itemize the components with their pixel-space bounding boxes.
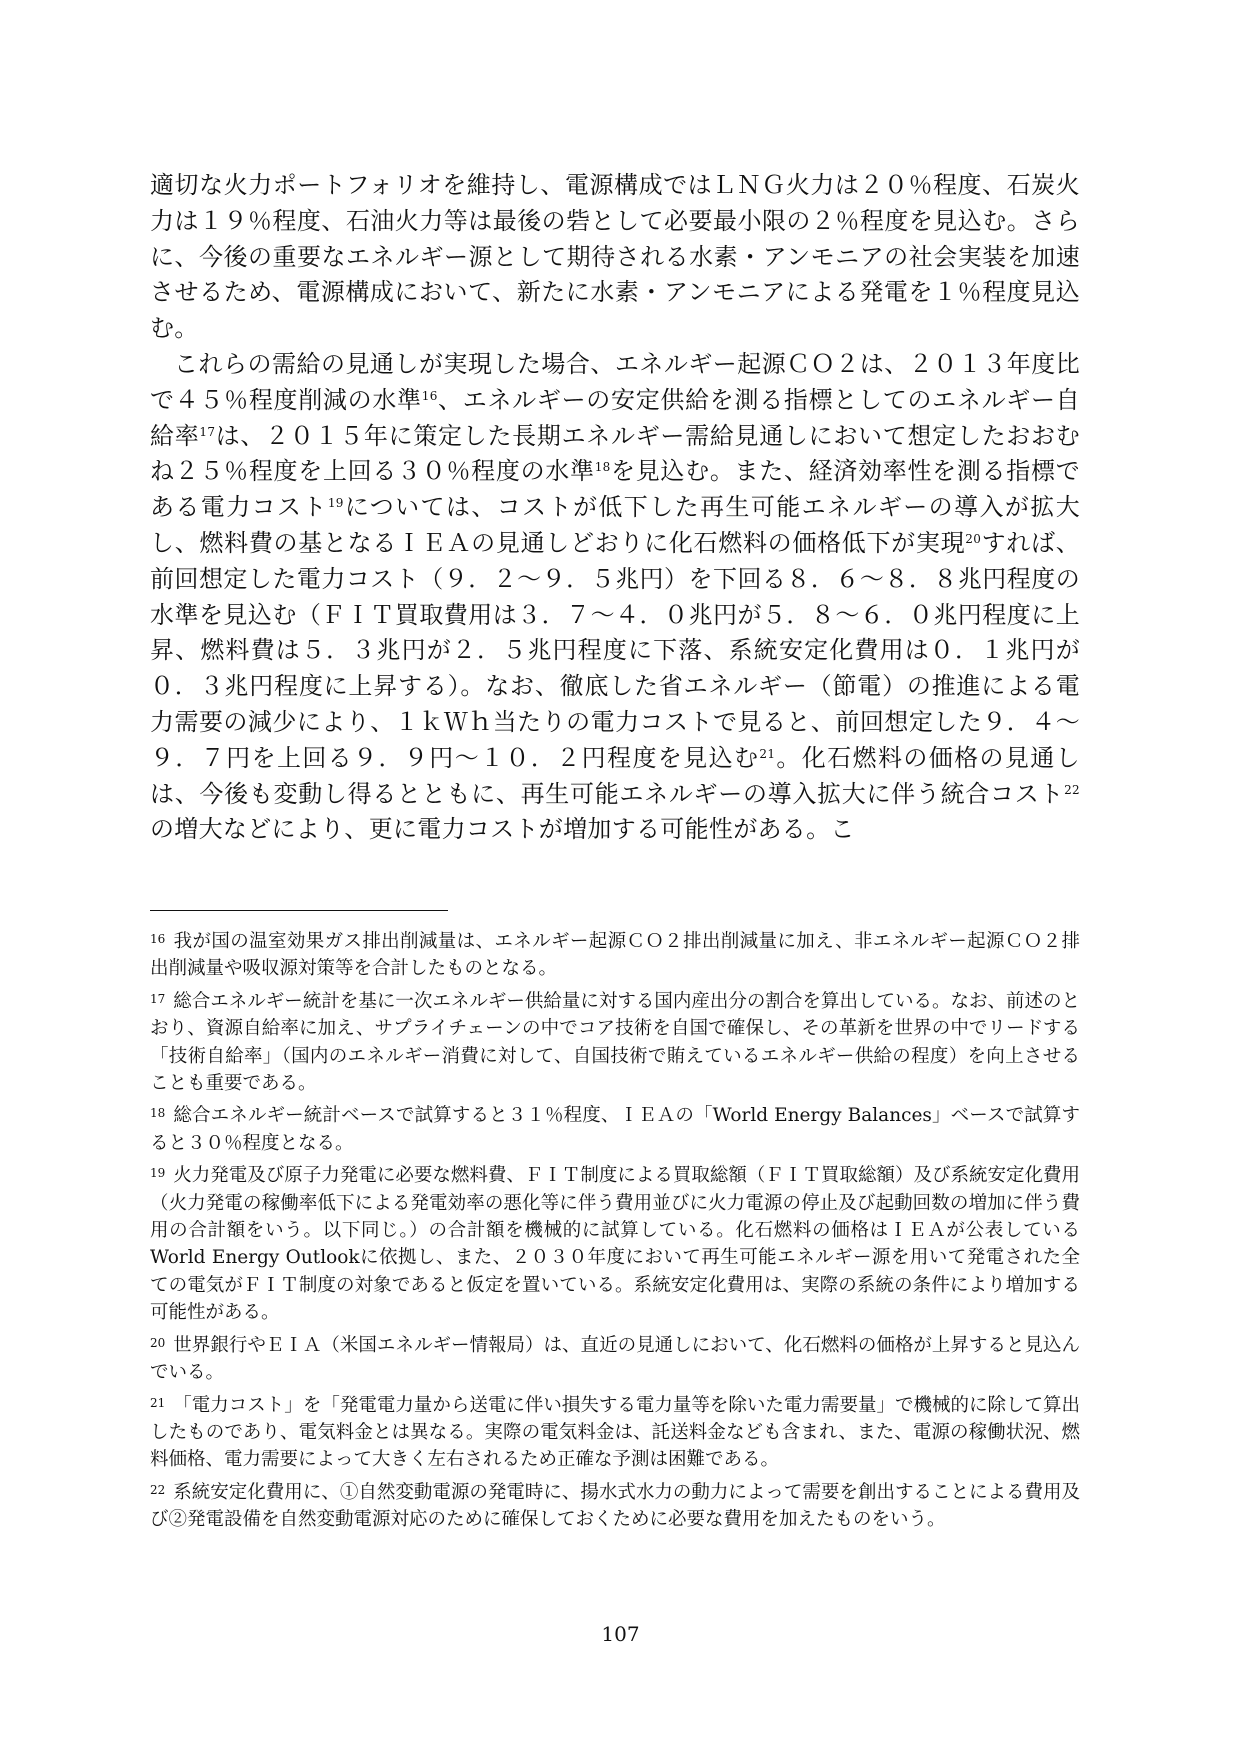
- footnote-21: $^{21}$ 「電力コスト」を「発電電力量から送電に伴い損失する電力量等を除いた電力需要量」で機械的に除して算出したものであり、電気料金とは異なる。実際の電気料金は、託送料金なども含まれ、また、電源の稼働状況、燃料価格、電力需要によって大きく左右されるため正確な予測は困難である。: [150, 1394, 1080, 1471]
- footnote-divider: [150, 910, 448, 911]
- footnote-ref[interactable]: 19: [327, 496, 344, 511]
- footnote-ref[interactable]: 16: [421, 388, 438, 403]
- footnote-16: $^{16}$ 我が国の温室効果ガス排出削減量は、エネルギー起源ＣＯ２排出削減量に加え、非エネルギー起源ＣＯ２排出削減量や吸収源対策等を合計したものとなる。: [150, 931, 1080, 980]
- footnote-18: $^{18}$ 総合エネルギー統計ベースで試算すると３１％程度、ＩＥＡの「World Energy Balances」ベースで試算すると３０％程度となる。: [150, 1105, 1080, 1154]
- footnote-ref[interactable]: 18: [594, 460, 611, 475]
- footnote-ref[interactable]: 17: [199, 424, 216, 439]
- footnote-22: $^{22}$ 系統安定化費用に、①自然変動電源の発電時に、揚水式水力の動力によって需要を創出することによる費用及び②発電設備を自然変動電源対応のために確保しておくために必要な費用を加えたものをいう。: [150, 1481, 1080, 1531]
- footnote-ref[interactable]: 22: [1064, 782, 1080, 797]
- footnote-17: $^{17}$ 総合エネルギー統計を基に一次エネルギー供給量に対する国内産出分の割合を算出している。なお、前述のとおり、資源自給率に加え、サプライチェーンの中でコア技術を自国で確保し、その革新を世界の中でリードする「技術自給率」（国内のエネルギー消費に対して、自国技術で賄えているエネルギー供給の程度）を向上させることも重要である。: [150, 990, 1080, 1095]
- paragraph: これらの需給の見通しが実現した場合、エネルギー起源ＣＯ２は、２０１３年度比で４５％程度削減の水準$^{16}$、エネルギーの安定供給を測る指標としてのエネルギー自給率$^{17}$は、２０１５年に策定した長期エネルギー需給見通しにおいて想定したおおむね２５％程度を上回る３０％程度の水準$^{18}$を見込む。また、経済効率性を測る指標である電力コスト$^{19}$については、コストが低下した再生可能エネルギーの導入が拡大し、燃料費の基となるＩＥＡの見通しどおりに化石燃料の価格低下が実現$^{20}$すれば、前回想定した電力コスト（９．２～９．５兆円）を下回る８．６～８．８兆円程度の水準を見込む（ＦＩＴ買取費用は３．７～４．０兆円が５．８～６．０兆円程度に上昇、燃料費は５．３兆円が２．５兆円程度に下落、系統安定化費用は０．１兆円が０．３兆円程度に上昇する）。なお、徹底した省エネルギー（節電）の推進による電力需要の減少により、１ｋＷｈ当たりの電力コストで見ると、前回想定した９．４～９．７円を上回る９．９円～１０．２円程度を見込む$^{21}$。化石燃料の価格の見通しは、今後も変動し得るとともに、再生可能エネルギーの導入拡大に伴う統合コスト$^{22}$の増大などにより、更に電力コストが増加する可能性がある。こ: [150, 349, 1081, 844]
- body-text: [150, 168, 1080, 848]
- page-number: 107: [601, 1622, 640, 1646]
- footnote-19: $^{19}$ 火力発電及び原子力発電に必要な燃料費、ＦＩＴ制度による買取総額（ＦＩＴ買取総額）及び系統安定化費用（火力発電の稼働率低下による発電効率の悪化等に伴う費用並びに火力電源の停止及び起動回数の増加に伴う費用の合計額をいう。以下同じ。）の合計額を機械的に試算している。化石燃料の価格はＩＥＡが公表しているWorld Energy Outlookに依拠し、また、２０３０年度において再生可能エネルギー源を用いて発電された全ての電気がＦＩＴ制度の対象であると仮定を置いている。系統安定化費用は、実際の系統の条件により増加する可能性がある。: [150, 1165, 1080, 1324]
- footnote-20: $^{20}$ 世界銀行やＥＩＡ（米国エネルギー情報局）は、直近の見通しにおいて、化石燃料の価格が上昇すると見込んでいる。: [150, 1334, 1080, 1384]
- footnotes: [150, 926, 1080, 1537]
- footnote-ref[interactable]: 21: [759, 746, 776, 761]
- paragraph: 適切な火力ポートフォリオを維持し、電源構成ではＬＮＧ火力は２０％程度、石炭火力は１９％程度、石油火力等は最後の砦として必要最小限の２％程度を見込む。さらに、今後の重要なエネルギー源として期待される水素・アンモニアの社会実装を加速させるため、電源構成において、新たに水素・アンモニアによる発電を１％程度見込む。: [150, 171, 1080, 343]
- footnote-ref[interactable]: 20: [965, 531, 982, 546]
